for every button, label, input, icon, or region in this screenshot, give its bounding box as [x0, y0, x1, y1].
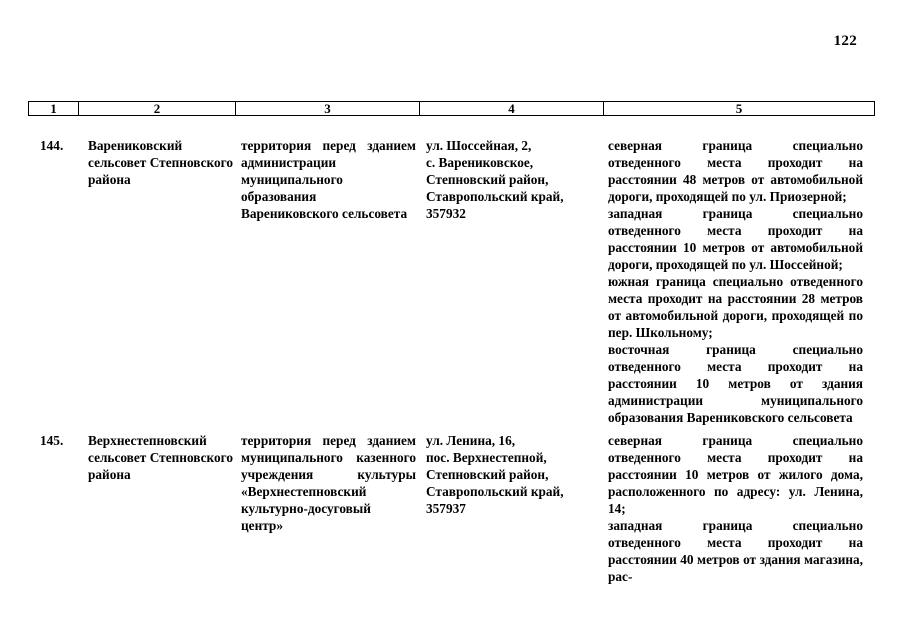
boundary-paragraph: северная граница специально отведенного места проходит на расстоянии 10 метров от жилого дома, расположенного по адресу: ул. Ленина, 14; [608, 433, 863, 516]
column-header-1: 1 [29, 102, 79, 116]
address-line: Ставропольский край, [426, 189, 564, 204]
column-header-2: 2 [79, 102, 236, 116]
address-line: 357932 [426, 206, 466, 221]
address-line: 357937 [426, 501, 466, 516]
row-number: 144. [40, 138, 64, 153]
address-cell [426, 137, 591, 222]
address-line: ул. Ленина, 16, [426, 433, 516, 448]
row-number: 145. [40, 433, 64, 448]
boundary-description-cell [608, 137, 863, 426]
address-line: с. Варениковское, [426, 155, 534, 170]
address-cell [426, 432, 591, 517]
boundary-paragraph: западная граница специально отведенного места проходит на расстоянии 10 метров от автомобильной дороги, проходящей по ул. Шоссейной; [608, 206, 863, 272]
boundary-paragraph: западная граница специально отведенного места проходит на расстоянии 40 метров от здания магазина, рас- [608, 518, 863, 584]
boundary-paragraph: южная граница специально отведенного места проходит на расстоянии 28 метров от автомобильной дороги, проходящей по пер. Школьному; [608, 274, 863, 340]
territory-cell: территория перед зданием администрации муниципального образования Варениковского сельсовета [241, 138, 416, 221]
territory-cell: территория перед зданием муниципального казенного учреждения культуры «Верхнестепновский культурно-досуговый центр» [241, 433, 416, 533]
column-header-4: 4 [420, 102, 604, 116]
address-line: пос. Верхнестепной, [426, 450, 547, 465]
column-header-5: 5 [604, 102, 875, 116]
address-line: ул. Шоссейная, 2, [426, 138, 532, 153]
municipality-cell: Верхнестепновский сельсовет Степновского района [88, 433, 233, 482]
column-header-row [28, 101, 875, 116]
address-line: Ставропольский край, [426, 484, 564, 499]
boundary-paragraph: восточная граница специально отведенного места проходит на расстоянии 10 метров от здания администрации муниципального образования Варениковского сельсовета [608, 342, 863, 425]
address-line: Степновский район, [426, 172, 549, 187]
column-header-3: 3 [236, 102, 420, 116]
municipality-cell: Варениковский сельсовет Степновского района [88, 138, 233, 187]
boundary-paragraph: северная граница специально отведенного места проходит на расстоянии 48 метров от автомобильной дороги, проходящей по ул. Приозерной; [608, 138, 863, 204]
address-line: Степновский район, [426, 467, 549, 482]
page-number: 122 [833, 33, 857, 49]
boundary-description-cell [608, 432, 863, 585]
